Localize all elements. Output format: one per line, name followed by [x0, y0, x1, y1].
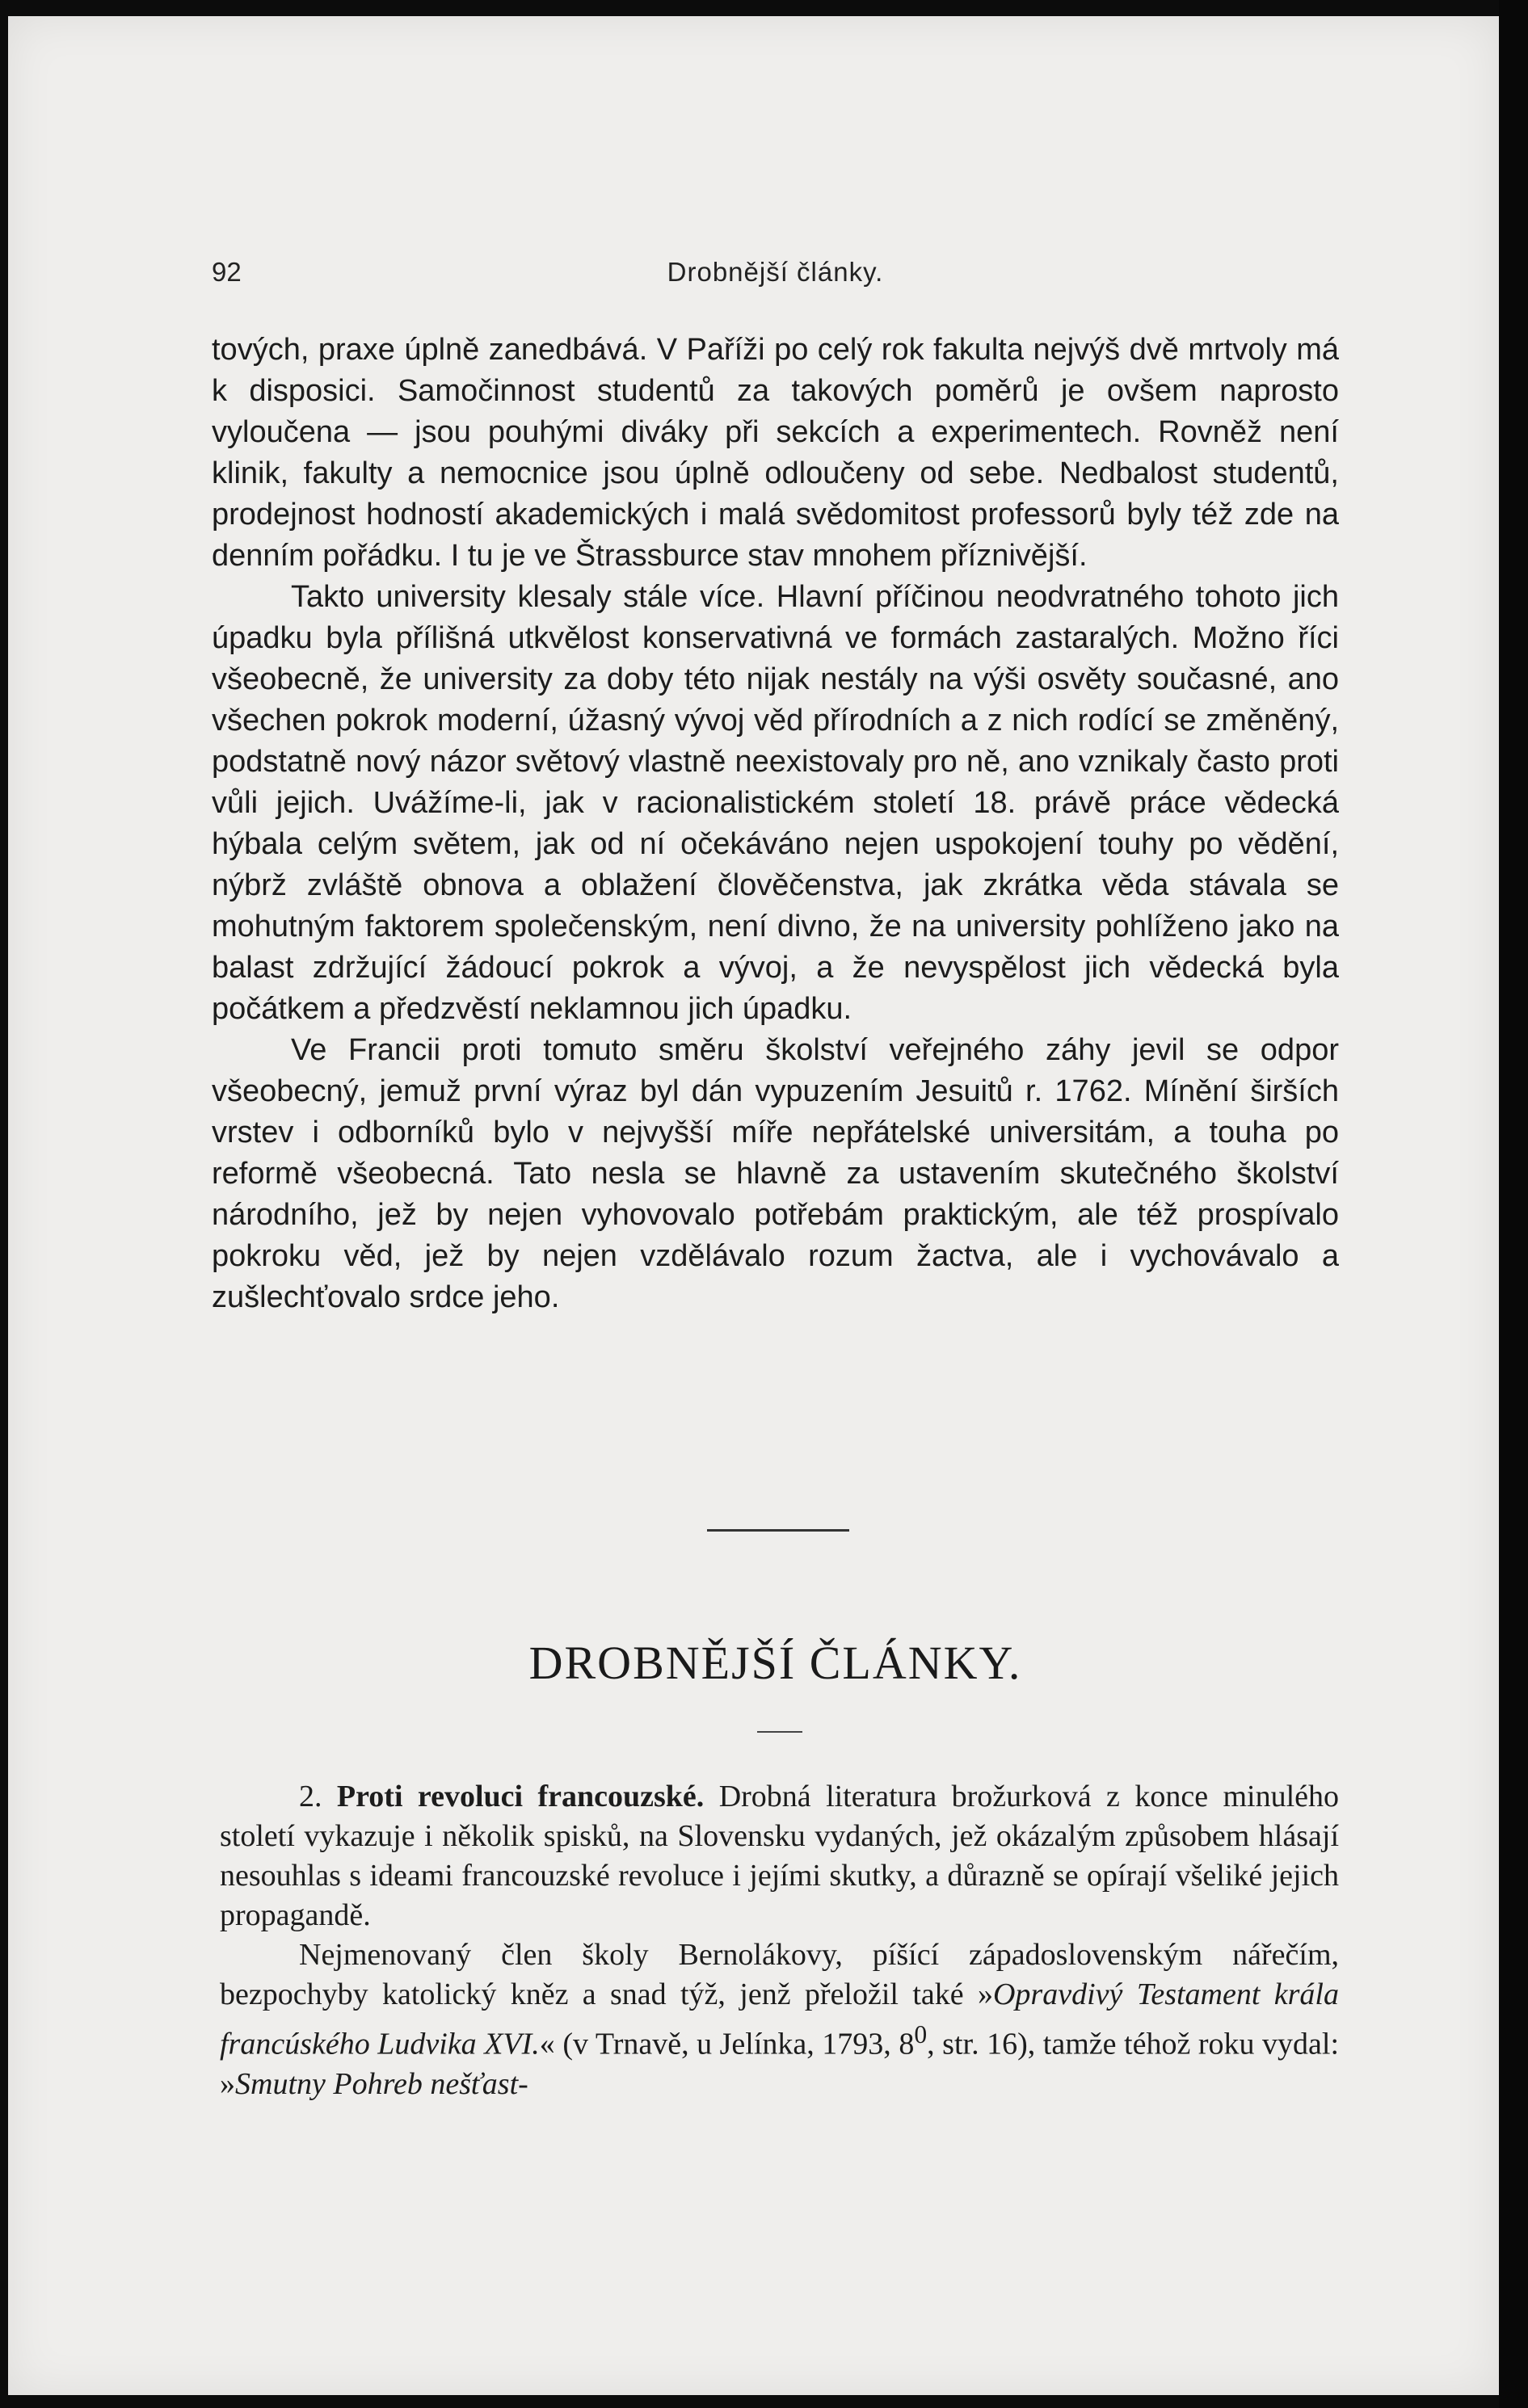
paragraph-text: « (v Trnavě, u Jelínka, 1793, 8: [539, 2027, 915, 2061]
paragraph-text: Nejmenovaný člen školy Bernolákovy, píšící západoslovenským nářečím, bezpochyby katolický kněz a snad týž, jenž přeložil také »: [220, 1938, 1339, 2011]
paragraph: Ve Francii proti tomuto směru školství veřejného záhy jevil se odpor všeobecný, jemuž první výraz byl dán vypuzením Jesuitů r. 1762. Mínění širších vrstev i odborníků bylo v nejvyšší míře nepřátelské universitám, a touha po reformě všeobecná. Tato nesla se hlavně za ustavením skutečného školství národního, jež by nejen vyhovovalo potřebám praktickým, ale též prospívalo pokroku věd, jež by nejen vzdělávalo rozum žactva, ale i vychovávalo a zušlechťovalo srdce jeho.: [212, 1033, 1339, 1314]
section-divider: [707, 1529, 849, 1532]
running-title: Drobnější články.: [667, 257, 884, 287]
upper-article-text: [212, 330, 1339, 1318]
heading-underline: [757, 1731, 802, 1733]
lower-article-text: [220, 1777, 1339, 2104]
scan-border: [1499, 0, 1528, 2408]
paragraph: [220, 1935, 1339, 2104]
paragraph: tových, praxe úplně zanedbává. V Paříži po celý rok fakulta nejvýš dvě mrtvoly má k disposici. Samočinnost studentů za takových poměrů je ovšem naprosto vyloučena — jsou pouhými diváky při sekcích a experimentech. Rovněž není klinik, fakulty a nemocnice jsou úplně odloučeny od sebe. Nedbalost studentů, prodejnost hodností akademických i malá svědomitost professorů byly též zde na denním pořádku. I tu je ve Štrassburce stav mnohem příznivější.: [212, 333, 1339, 573]
book-title: Opravdivý Testament krála francúského Ludvika XVI.: [220, 1977, 1339, 2061]
paragraph: [220, 1777, 1339, 1935]
paragraph-text: , str. 16), tamže téhož roku vydal: »: [220, 2027, 1340, 2101]
superscript: 0: [914, 2020, 928, 2049]
book-title: Smutny Pohreb nešťast-: [235, 2066, 528, 2101]
item-number: 2.: [299, 1780, 322, 1813]
paragraph: Takto university klesaly stále více. Hlavní příčinou neodvratného tohoto jich úpadku byla přílišná utkvělost konservativná ve formách zastaralých. Možno říci všeobecně, že university za doby této nijak nestály na výši osvěty současné, ano všechen pokrok moderní, úžasný vývoj věd přírodních a z nich rodící se změněný, podstatně nový názor světový vlastně neexistovaly pro ně, ano vznikaly často proti vůli jejich. Uvážíme-li, jak v racionalistickém století 18. právě práce vědecká hýbala celým světem, jak od ní očekáváno nejen uspokojení touhy po vědění, nýbrž zvláště obnova a oblažení člověčenstva, jak zkrátka věda stávala se mohutným faktorem společenským, není divno, že na university pohlíženo jako na balast zdržující žádoucí pokrok a vývoj, a že nevyspělost jich vědecká byla počátkem a předzvěstí neklamnou jich úpadku.: [212, 580, 1339, 1026]
paragraph-text: Drobná literatura brožurková z konce minulého století vykazuje i několik spisků, na Slovensku vydaných, jež okázalým způsobem hlásají nesouhlas s ideami francouzské revoluce i jejími skutky, a důrazně se opírají všeliké jejich propagandě.: [220, 1780, 1340, 1932]
running-head: [212, 257, 1339, 305]
item-title: Proti revoluci francouzské.: [336, 1780, 705, 1813]
page-number: 92: [212, 257, 242, 287]
section-heading: DROBNĚJŠÍ ČLÁNKY.: [528, 1637, 1022, 1689]
